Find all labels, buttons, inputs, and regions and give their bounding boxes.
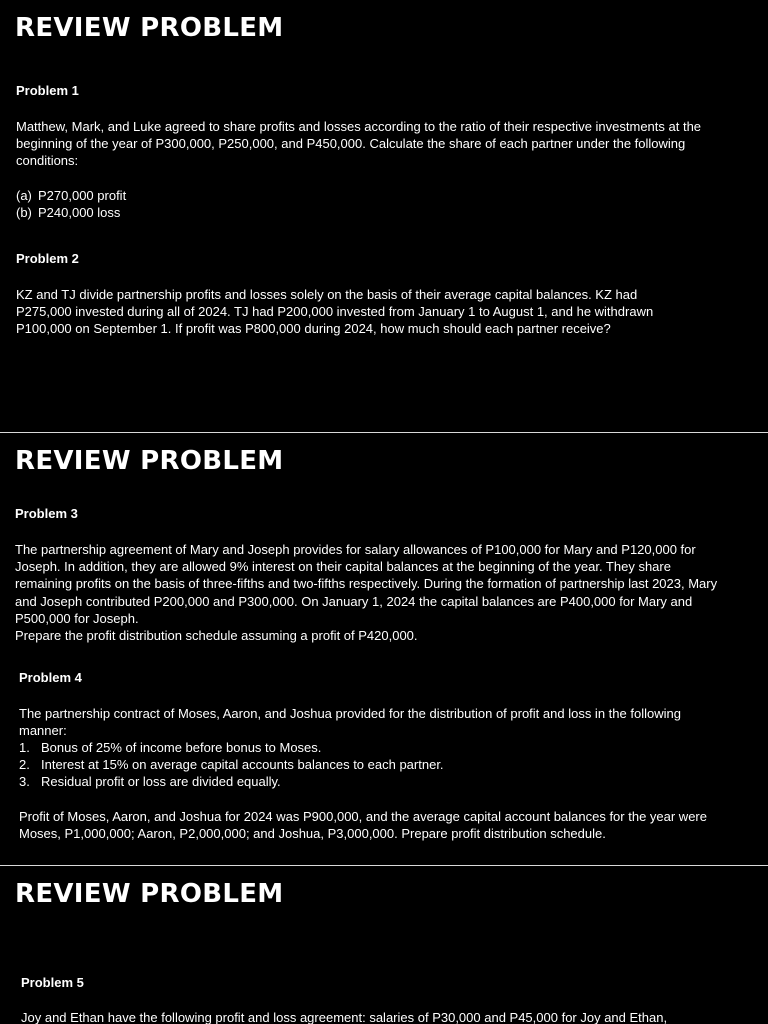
problem-4-body: The partnership contract of Moses, Aaron, and Joshua provided for the distribution of profit and loss in the following manner:: [19, 706, 681, 739]
problem-1-heading: Problem 1: [16, 83, 79, 98]
slide-2: [0, 433, 768, 865]
list-marker: 3.: [19, 774, 30, 790]
problem-1-body: Matthew, Mark, and Luke agreed to share profits and losses according to the ratio of their respective investments at the beginning of the year of P300,000, P250,000, and P450,000. Calculate the share of each partner under the following conditions:: [16, 119, 702, 169]
list-item-text: Bonus of 25% of income before bonus to Moses.: [41, 740, 322, 755]
problem-3-body: The partnership agreement of Mary and Joseph provides for salary allowances of P100,000 for Mary and P120,000 for Joseph. In addition, they are allowed 9% interest on their capital balances at the beginning of the year. They share remaining profits on the basis of three-fifths and two-fifths respectively. During the formation of partnership last 2023, Mary and Joseph contributed P200,000 and P300,000. On January 1, 2024 the capital balances are P400,000 for Mary and P500,000 for Joseph.: [15, 542, 718, 626]
problem-2-body: KZ and TJ divide partnership profits and losses solely on the basis of their average capital balances. KZ had P275,000 invested during all of 2024. TJ had P200,000 invested from January 1 to August 1, and he withdrawn P100,000 on September 1. If profit was P800,000 during 2024, how much should each partner receive?: [16, 287, 654, 337]
slide-title: REVIEW PROBLEM: [15, 446, 284, 476]
problem-4-conclusion: Profit of Moses, Aaron, and Joshua for 2024 was P900,000, and the average capital account balances for the year were Moses, P1,000,000; Aaron, P2,000,000; and Joshua, P3,000,000. Prepare profit distribution schedule.: [19, 809, 707, 842]
problem-1-conditions: [16, 187, 126, 221]
list-item-text: P240,000 loss: [38, 205, 121, 221]
list-marker: 2.: [19, 757, 30, 773]
list-item: [19, 773, 444, 790]
list-item-text: Residual profit or loss are divided equally.: [41, 774, 281, 790]
list-item: [16, 204, 126, 221]
problem-3-heading: Problem 3: [15, 506, 78, 521]
list-marker: (b): [16, 205, 32, 221]
slide-3: [0, 866, 768, 1024]
slide-title: REVIEW PROBLEM: [15, 879, 284, 909]
problem-3-instruction: Prepare the profit distribution schedule assuming a profit of P420,000.: [15, 628, 418, 643]
problem-4-rules: [19, 739, 444, 791]
problem-5-body: Joy and Ethan have the following profit and loss agreement: salaries of P30,000 and P45,000 for Joy and Ethan,: [21, 1010, 668, 1024]
problem-4-heading: Problem 4: [19, 670, 82, 685]
list-item: [19, 756, 444, 773]
list-item-text: Interest at 15% on average capital accounts balances to each partner.: [41, 757, 444, 773]
slide-title: REVIEW PROBLEM: [15, 13, 284, 43]
list-marker: (a): [16, 188, 32, 203]
problem-2-heading: Problem 2: [16, 251, 79, 266]
list-item: [16, 187, 126, 204]
slide-1: [0, 0, 768, 432]
list-item-text: P270,000 profit: [38, 188, 127, 203]
list-marker: 1.: [19, 740, 30, 755]
problem-5-heading: Problem 5: [21, 975, 84, 990]
list-item: [19, 739, 444, 756]
